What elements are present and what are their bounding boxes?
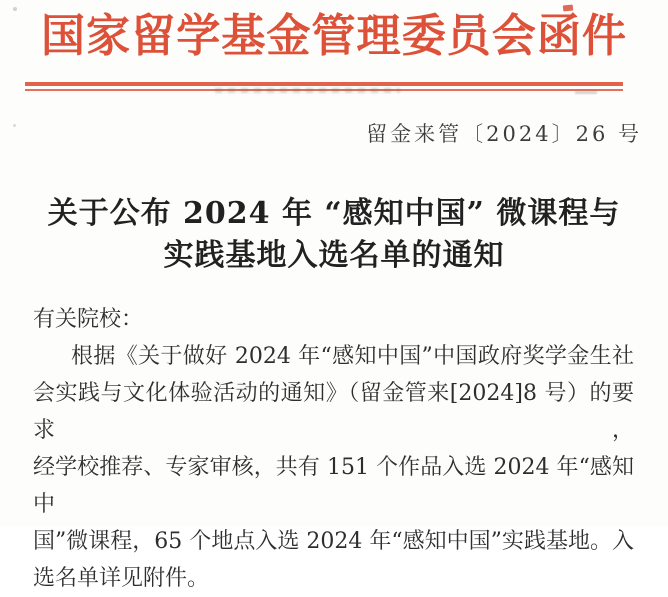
masthead-divider-thick-line [25, 82, 623, 86]
document-reference-number: 留金来管〔2024〕26 号 [366, 122, 642, 146]
scan-bleed-artifact [215, 88, 400, 93]
document-masthead: 国家留学基金管理委员会函件 [40, 9, 628, 62]
document-title-line2: 实践基地入选名单的通知 [163, 238, 505, 273]
scan-artifact-speck [13, 124, 16, 127]
body-paragraph-line: 经学校推荐、专家审核，共有 151 个作品入选 2024 年“感知中 [33, 455, 634, 517]
document-body [33, 301, 634, 597]
salutation: 有关院校： [33, 307, 144, 332]
document-title-line1: 关于公布 2024 年 “感知中国” 微课程与 [47, 196, 621, 231]
body-paragraph-line: 会实践与文化体验活动的通知》（留金管来[2024]8 号）的要求， [33, 381, 634, 443]
document-title [0, 193, 668, 277]
body-paragraph-line: 国”微课程，65 个地点入选 2024 年“感知中国”实践基地。入 [33, 529, 634, 554]
scan-bleed-artifact [575, 91, 597, 94]
body-paragraph-line: 根据《关于做好 2024 年“感知中国”中国政府奖学金生社 [71, 344, 634, 369]
body-paragraph-line: 选名单详见附件。 [33, 566, 210, 591]
